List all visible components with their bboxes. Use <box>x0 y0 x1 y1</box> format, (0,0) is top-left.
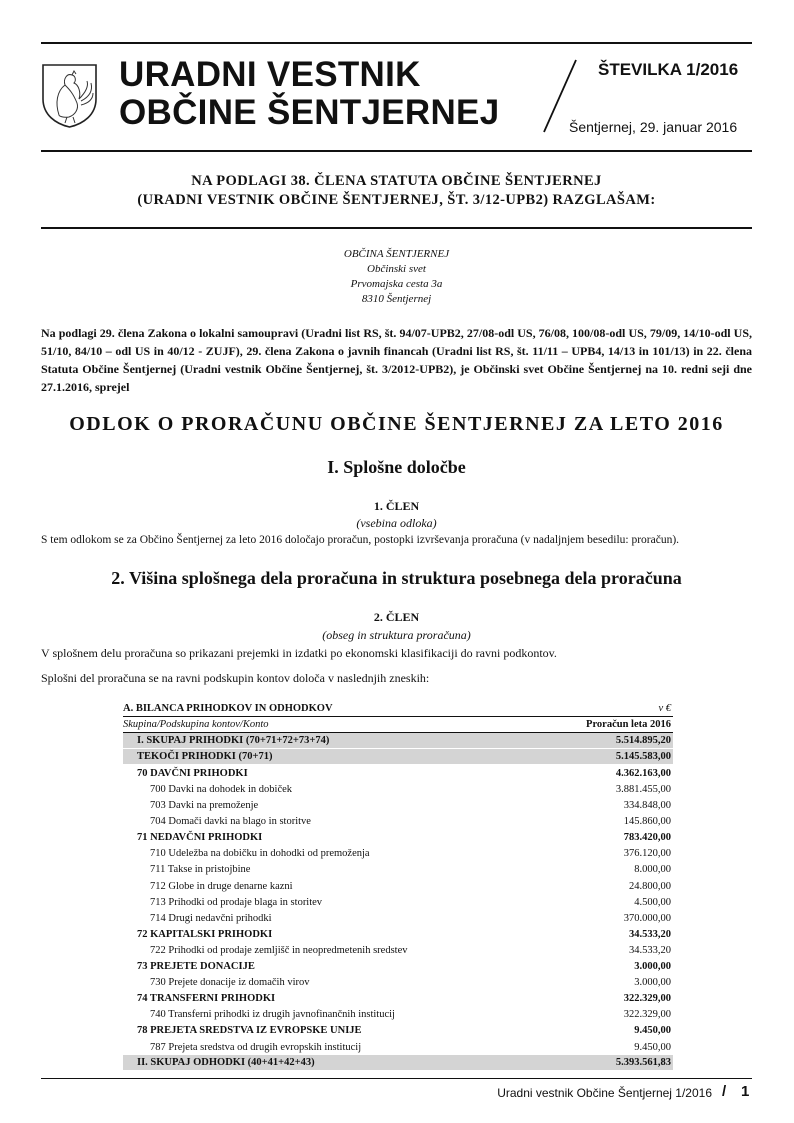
row-label: 71 NEDAVČNI PRIHODKI <box>137 832 263 844</box>
table-row <box>123 878 673 894</box>
table-row <box>123 1007 673 1023</box>
row-value: 4.362.163,00 <box>615 767 671 779</box>
row-label: 710 Udeležba na dobičku in dohodki od premoženja <box>150 848 370 860</box>
table-row <box>123 910 673 926</box>
footer-rule <box>41 1078 752 1079</box>
intro-rule <box>41 227 752 229</box>
preamble-paragraph: Na podlagi 29. člena Zakona o lokalni samoupravi (Uradni list RS, št. 94/07-UPB2, 27/08-odl US, 76/08, 100/08-odl US, 79/09, 14/10-odl US, 51/10, 84/10 – odl US in 40/12 - ZUJF), 29. člena Zakona o javnih financah (Uradni list RS, št. 11/11 – UPB4, 14/13 in 101/13) in 22. člena Statuta Občine Šentjernej (Uradni vestnik Občine Šentjernej, št. 3/2012-UPB2), je Občinski svet Občine Šentjernej na 10. redni seji dne 27.1.2016, sprejel <box>41 326 752 394</box>
table-row <box>123 894 673 910</box>
address-line-2: Občinski svet <box>367 263 426 275</box>
row-value: 322.329,00 <box>623 1009 671 1021</box>
article-1-text: S tem odlokom se za Občino Šentjernej za leto 2016 določajo proračun, postopki izvrševanja proračuna (v nadaljnjem besedilu: proračun). <box>41 534 680 546</box>
row-value: 376.120,00 <box>623 848 671 860</box>
table-row <box>123 926 673 942</box>
address-line-3: Prvomajska cesta 3a <box>350 278 443 290</box>
row-label: 700 Davki na dohodek in dobiček <box>150 784 293 796</box>
table-row <box>123 975 673 991</box>
row-label: TEKOČI PRIHODKI (70+71) <box>137 751 273 763</box>
row-value: 34.533,20 <box>629 928 671 940</box>
table-row <box>123 781 673 797</box>
header-rule <box>41 150 752 152</box>
table-row <box>123 959 673 975</box>
row-value: 5.145.583,00 <box>615 751 671 763</box>
promulgation-line-2: (URADNI VESTNIK OBČINE ŠENTJERNEJ, ŠT. 3/12-UPB2) RAZGLAŠAM: <box>137 192 656 208</box>
table-row <box>123 991 673 1007</box>
row-value: 3.881.455,00 <box>615 784 671 796</box>
row-value: 9.450,00 <box>634 1025 671 1037</box>
issuer-address <box>41 247 752 307</box>
section-1-title: I. Splošne določbe <box>327 457 466 477</box>
footer-separator: / <box>722 1083 727 1100</box>
table-row <box>123 765 673 781</box>
top-rule <box>41 42 752 44</box>
article-2-paragraph-1: V splošnem delu proračuna so prikazani prejemki in izdatki po ekonomski klasifikaciji do ravni podkontov. <box>41 646 557 660</box>
table-currency: v € <box>658 703 671 715</box>
row-value: 34.533,20 <box>629 944 671 956</box>
coat-of-arms-icon <box>41 63 98 129</box>
row-label: I. SKUPAJ PRIHODKI (70+71+72+73+74) <box>137 735 330 747</box>
table-row <box>123 830 673 846</box>
article-2-subtitle: (obseg in struktura proračuna) <box>322 628 471 642</box>
table-column-header-row <box>123 717 673 733</box>
footer-publication: Uradni vestnik Občine Šentjernej 1/2016 <box>497 1086 712 1100</box>
table-body <box>123 733 673 1071</box>
table-heading: A. BILANCA PRIHODKOV IN ODHODKOV <box>123 703 333 715</box>
masthead-line-1: URADNI VESTNIK <box>119 55 421 94</box>
row-value: 322.329,00 <box>623 993 671 1005</box>
table-row <box>123 749 673 765</box>
row-label: 713 Prihodki od prodaje blaga in storitev <box>150 896 323 908</box>
address-line-1: OBČINA ŠENTJERNEJ <box>343 248 450 260</box>
row-value: 8.000,00 <box>634 864 671 876</box>
table-heading-row <box>123 701 673 717</box>
masthead-title <box>119 56 499 132</box>
table-row <box>123 1039 673 1055</box>
row-value: 3.000,00 <box>634 961 671 973</box>
row-value: 24.800,00 <box>629 880 671 892</box>
row-label: 72 KAPITALSKI PRIHODKI <box>137 928 273 940</box>
row-label: 711 Takse in pristojbine <box>150 864 251 876</box>
table-row <box>123 862 673 878</box>
row-label: 703 Davki na premoženje <box>150 800 259 812</box>
table-row <box>123 1023 673 1039</box>
article-1-subtitle: (vsebina odloka) <box>356 516 437 530</box>
masthead-line-2: OBČINE ŠENTJERNEJ <box>119 93 500 132</box>
promulgation-line-1: NA PODLAGI 38. ČLENA STATUTA OBČINE ŠENTJERNEJ <box>191 173 602 189</box>
page-number: 1 <box>741 1083 750 1100</box>
issue-number: ŠTEVILKA 1/2016 <box>598 60 739 79</box>
row-label: 787 Prejeta sredstva od drugih evropskih institucij <box>150 1041 362 1053</box>
row-value: 3.000,00 <box>634 977 671 989</box>
row-label: 740 Transferni prihodki iz drugih javnofinančnih institucij <box>150 1009 395 1021</box>
table-row <box>123 733 673 749</box>
issue-date: Šentjernej, 29. januar 2016 <box>569 119 738 135</box>
row-value: 334.848,00 <box>623 800 671 812</box>
row-label: 70 DAVČNI PRIHODKI <box>137 767 248 779</box>
table-row <box>123 1055 673 1071</box>
row-value: 4.500,00 <box>634 896 671 908</box>
budget-balance-table <box>123 701 673 1071</box>
table-row <box>123 846 673 862</box>
address-line-4: 8310 Šentjernej <box>361 293 432 305</box>
table-row <box>123 814 673 830</box>
column-header-label: Skupina/Podskupina kontov/Konto <box>123 719 269 731</box>
promulgation-statement <box>41 172 752 210</box>
table-row <box>123 798 673 814</box>
row-label: II. SKUPAJ ODHODKI (40+41+42+43) <box>137 1057 315 1069</box>
row-value: 5.514.895,20 <box>615 735 671 747</box>
table-row <box>123 942 673 958</box>
article-2-number: 2. ČLEN <box>373 610 420 624</box>
decree-title: ODLOK O PRORAČUNU OBČINE ŠENTJERNEJ ZA LETO 2016 <box>69 413 724 435</box>
row-label: 712 Globe in druge denarne kazni <box>150 880 293 892</box>
row-label: 78 PREJETA SREDSTVA IZ EVROPSKE UNIJE <box>137 1025 362 1037</box>
row-label: 714 Drugi nedavčni prihodki <box>150 912 272 924</box>
row-label: 722 Prihodki od prodaje zemljišč in neopredmetenih sredstev <box>150 944 408 956</box>
row-value: 9.450,00 <box>634 1041 671 1053</box>
article-2-paragraph-2: Splošni del proračuna se na ravni podskupin kontov določa v naslednjih zneskih: <box>41 671 430 685</box>
row-label: 74 TRANSFERNI PRIHODKI <box>137 993 276 1005</box>
row-label: 73 PREJETE DONACIJE <box>137 961 255 973</box>
row-value: 145.860,00 <box>623 816 671 828</box>
row-value: 783.420,00 <box>623 832 671 844</box>
row-label: 730 Prejete donacije iz domačih virov <box>150 977 310 989</box>
section-2-title: 2. Višina splošnega dela proračuna in struktura posebnega dela proračuna <box>111 568 682 588</box>
column-header-value: Proračun leta 2016 <box>586 719 671 731</box>
row-value: 5.393.561,83 <box>615 1057 671 1069</box>
row-label: 704 Domači davki na blago in storitve <box>150 816 311 828</box>
row-value: 370.000,00 <box>623 912 671 924</box>
article-1-number: 1. ČLEN <box>373 499 420 513</box>
